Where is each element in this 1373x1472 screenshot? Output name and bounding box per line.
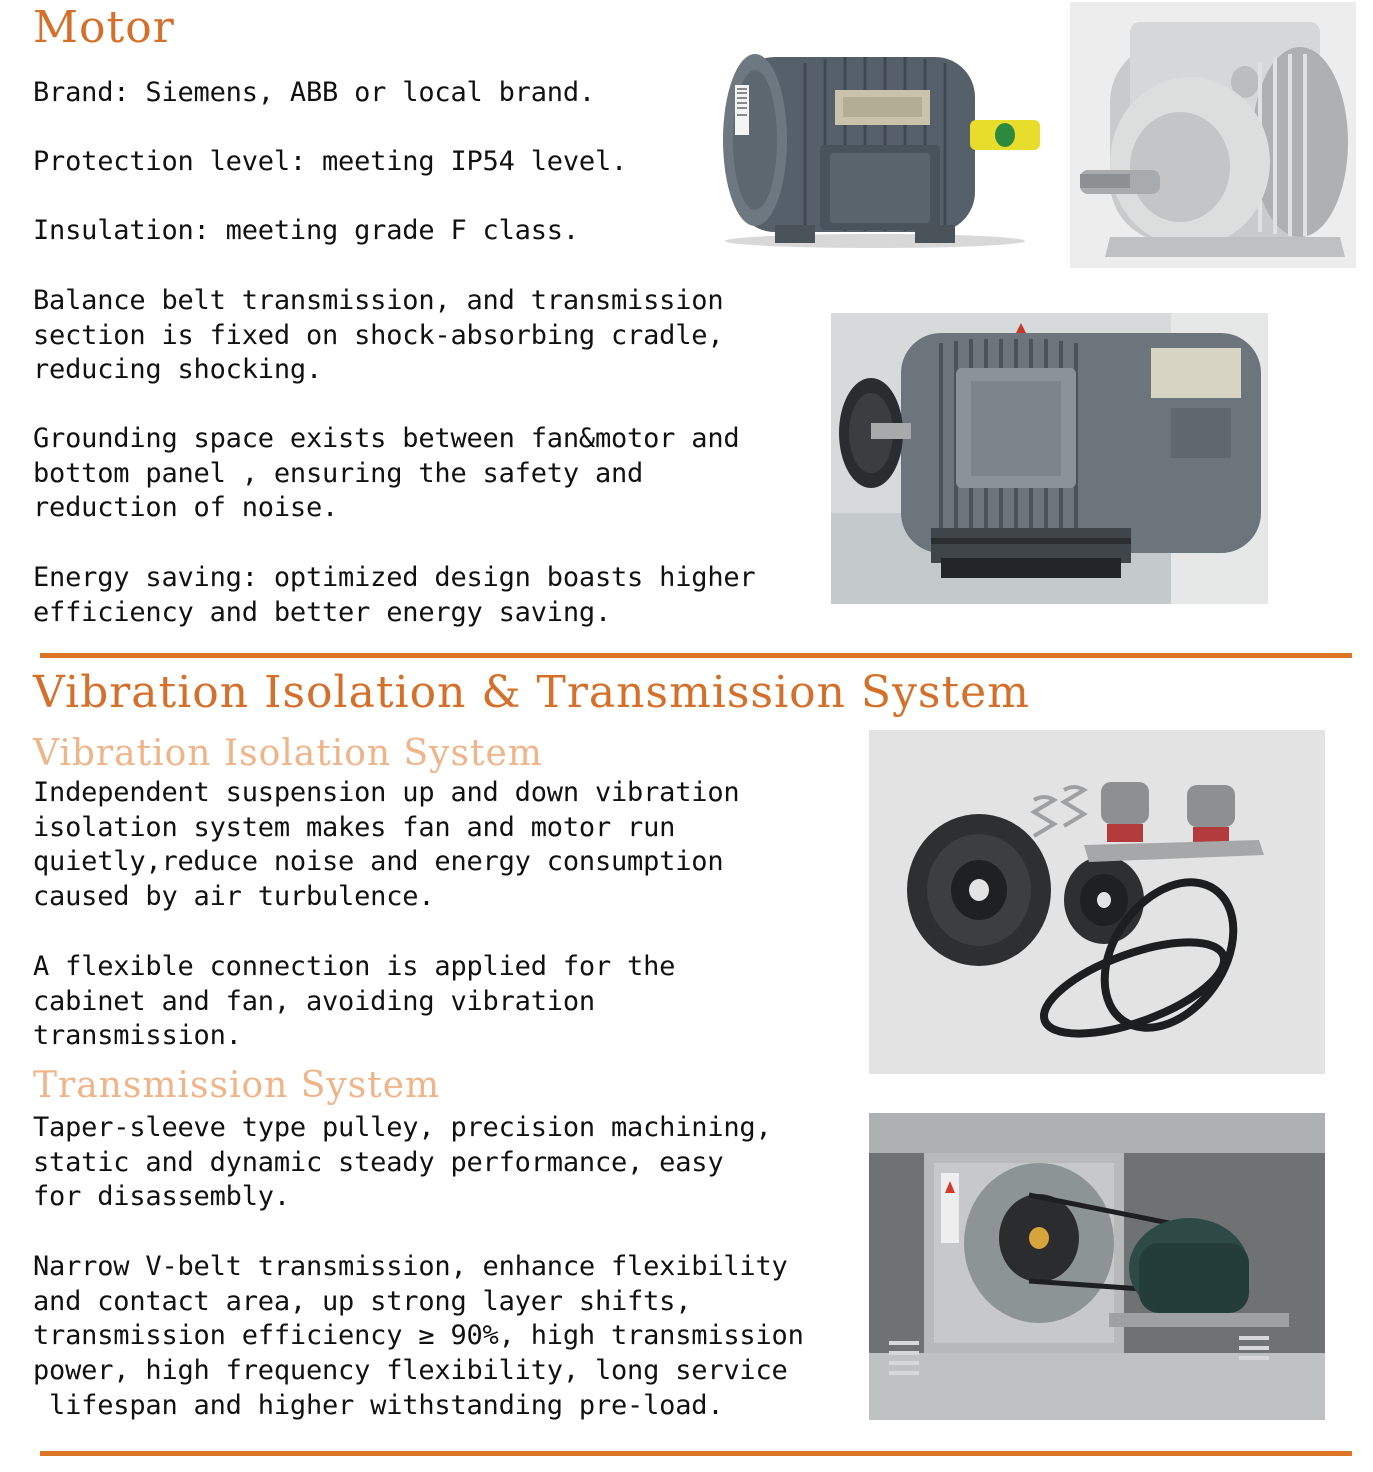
fan-belt-drive-photo [869,1113,1325,1420]
vibration-isolation-subtitle: Vibration Isolation System [33,733,543,774]
transmission-subtitle: Transmission System [33,1065,441,1106]
light-motor-photo [1070,2,1356,268]
v-belt-text: Narrow V-belt transmission, enhance flexibility and contact area, up strong layer shifts, transmission efficiency ≥ 90%, high transmission power, high frequency flexibility, long service lifespan and higher withstanding pre-load. [33,1251,804,1421]
section-divider-bottom [40,1451,1352,1456]
motor-grounding-text: Grounding space exists between fan&motor and bottom panel , ensuring the safety and reduction of noise. [33,423,740,524]
vibration-suspension-text: Independent suspension up and down vibration isolation system makes fan and motor run quietly,reduce noise and energy consumption caused by air turbulence. [33,777,740,913]
motor-brand-text: Brand: Siemens, ABB or local brand. [33,77,595,108]
motor-energy-text: Energy saving: optimized design boasts higher efficiency and better energy saving. [33,562,756,628]
grey-motor-photo [715,45,1040,250]
pulley-text: Taper-sleeve type pulley, precision machining, static and dynamic steady performance, easy for disassembly. [33,1112,772,1213]
flexible-connection-text: A flexible connection is applied for the cabinet and fan, avoiding vibration transmission. [33,951,676,1052]
pulley-spring-belt-photo [869,730,1325,1074]
section-divider-top [40,653,1352,658]
motor-with-pulley-photo [831,313,1268,604]
motor-insulation-text: Insulation: meeting grade F class. [33,215,579,246]
motor-title: Motor [33,2,175,53]
vibration-section-title: Vibration Isolation & Transmission System [33,667,1030,718]
motor-balance-text: Balance belt transmission, and transmission section is fixed on shock-absorbing cradle, reducing shocking. [33,285,724,386]
motor-protection-text: Protection level: meeting IP54 level. [33,146,628,177]
